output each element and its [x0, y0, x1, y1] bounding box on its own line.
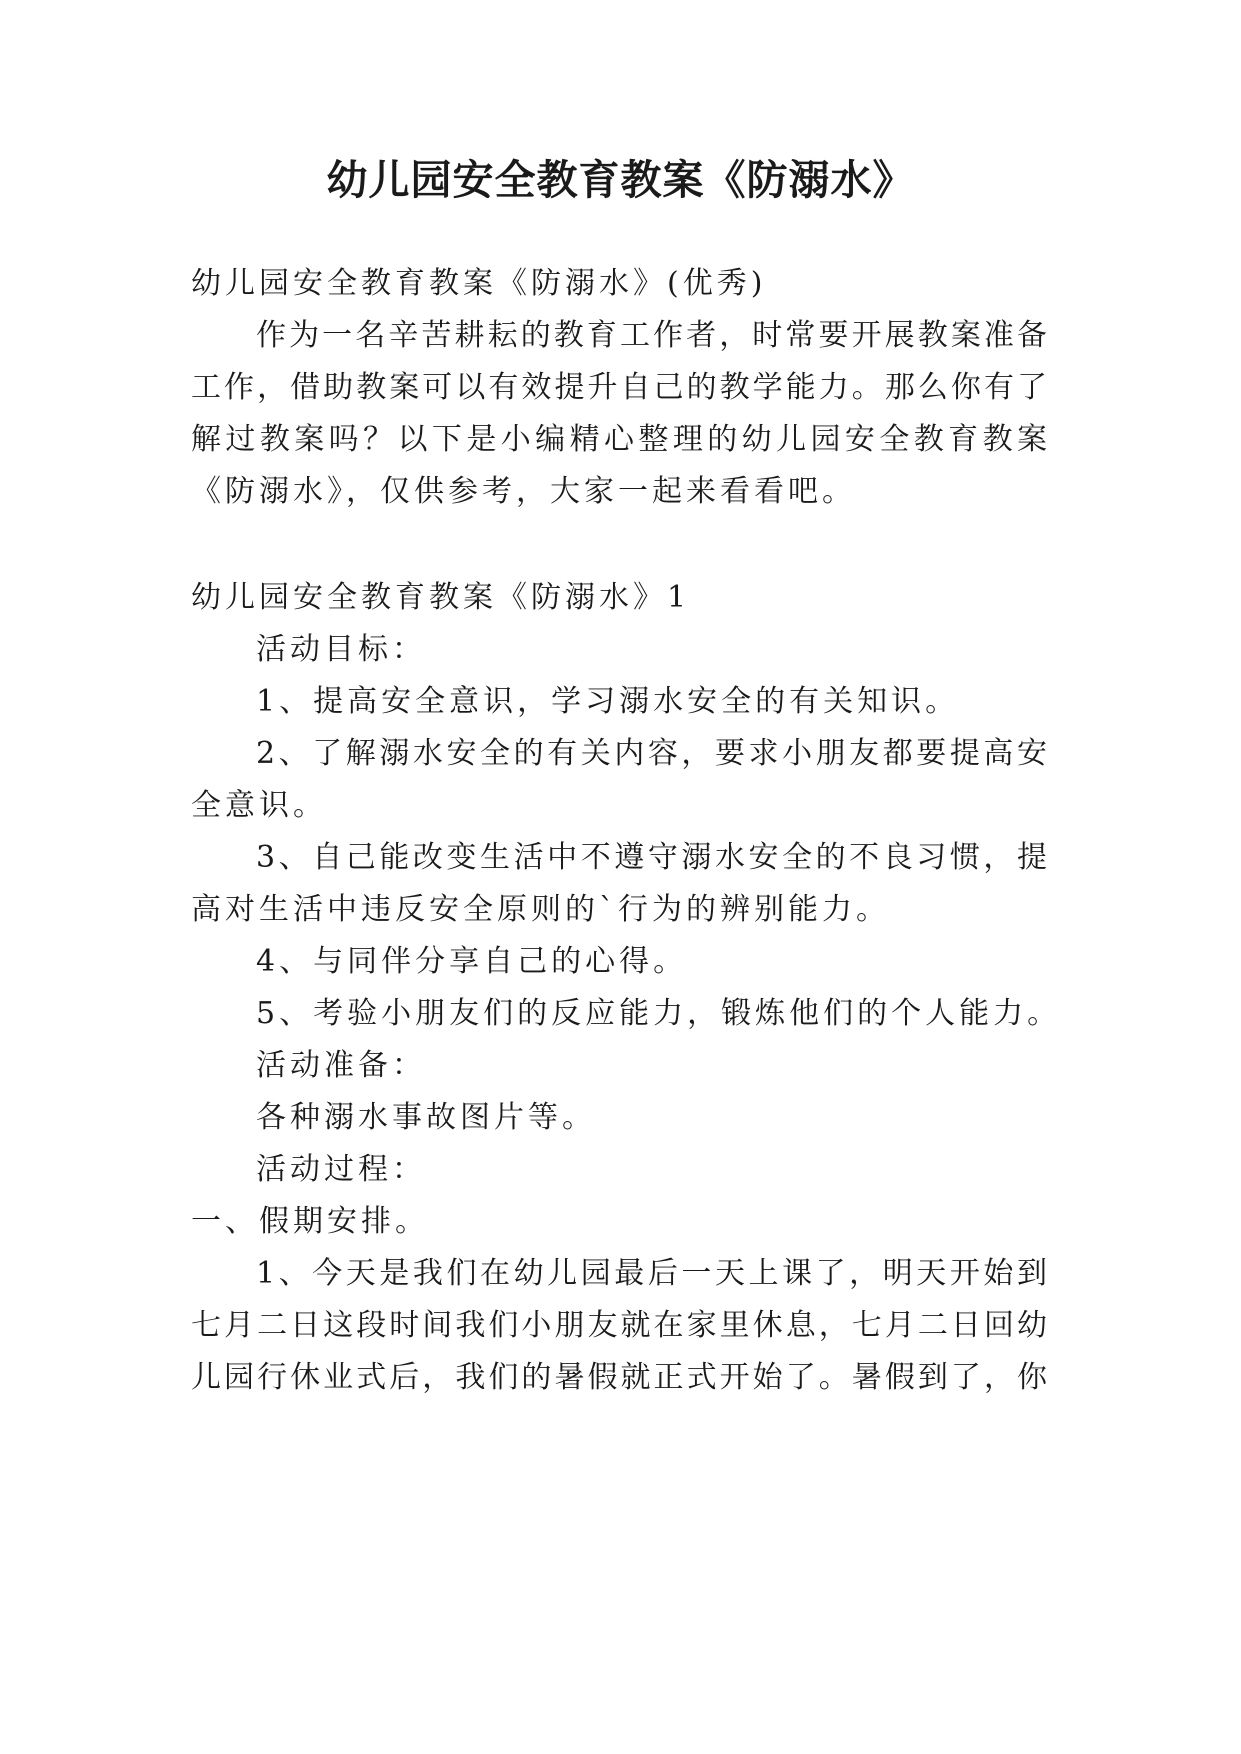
paragraph-line: 儿园行休业式后，我们的暑假就正式开始了。暑假到了，你 — [191, 1360, 1047, 1395]
goal-item: 1、提高安全意识，学习溺水安全的有关知识。 — [256, 684, 960, 719]
goal-item: 3、自己能改变生活中不遵守溺水安全的不良习惯，提 — [256, 840, 1047, 875]
process-subheading: 一、假期安排。 — [191, 1204, 429, 1239]
paragraph-line: 解过教案吗？以下是小编精心整理的幼儿园安全教育教案 — [191, 422, 1047, 457]
document-title: 幼儿园安全教育教案《防溺水》 — [326, 156, 915, 204]
section-heading: 幼儿园安全教育教案《防溺水》1 — [191, 580, 691, 615]
goal-item: 4、与同伴分享自己的心得。 — [256, 944, 688, 979]
paragraph-line: 工作，借助教案可以有效提升自己的教学能力。那么你有了 — [191, 370, 1047, 405]
paragraph-line: 七月二日这段时间我们小朋友就在家里休息，七月二日回幼 — [191, 1308, 1047, 1343]
paragraph-line: 1、今天是我们在幼儿园最后一天上课了，明天开始到 — [256, 1256, 1047, 1291]
goal-item-continued: 全意识。 — [191, 788, 327, 823]
paragraph-line: 《防溺水》，仅供参考，大家一起来看看吧。 — [191, 474, 856, 509]
goal-item: 5、考验小朋友们的反应能力，锻炼他们的个人能力。 — [256, 996, 1062, 1031]
activity-process-heading: 活动过程： — [256, 1152, 426, 1187]
subtitle-line: 幼儿园安全教育教案《防溺水》(优秀) — [191, 266, 767, 301]
activity-preparation-heading: 活动准备： — [256, 1048, 426, 1083]
goal-item: 2、了解溺水安全的有关内容，要求小朋友都要提高安 — [256, 736, 1047, 771]
paragraph-line: 作为一名辛苦耕耘的教育工作者，时常要开展教案准备 — [256, 318, 1047, 353]
activity-goal-heading: 活动目标： — [256, 632, 426, 667]
goal-item-continued: 高对生活中违反安全原则的`行为的辨别能力。 — [191, 892, 890, 927]
preparation-item: 各种溺水事故图片等。 — [256, 1100, 596, 1135]
